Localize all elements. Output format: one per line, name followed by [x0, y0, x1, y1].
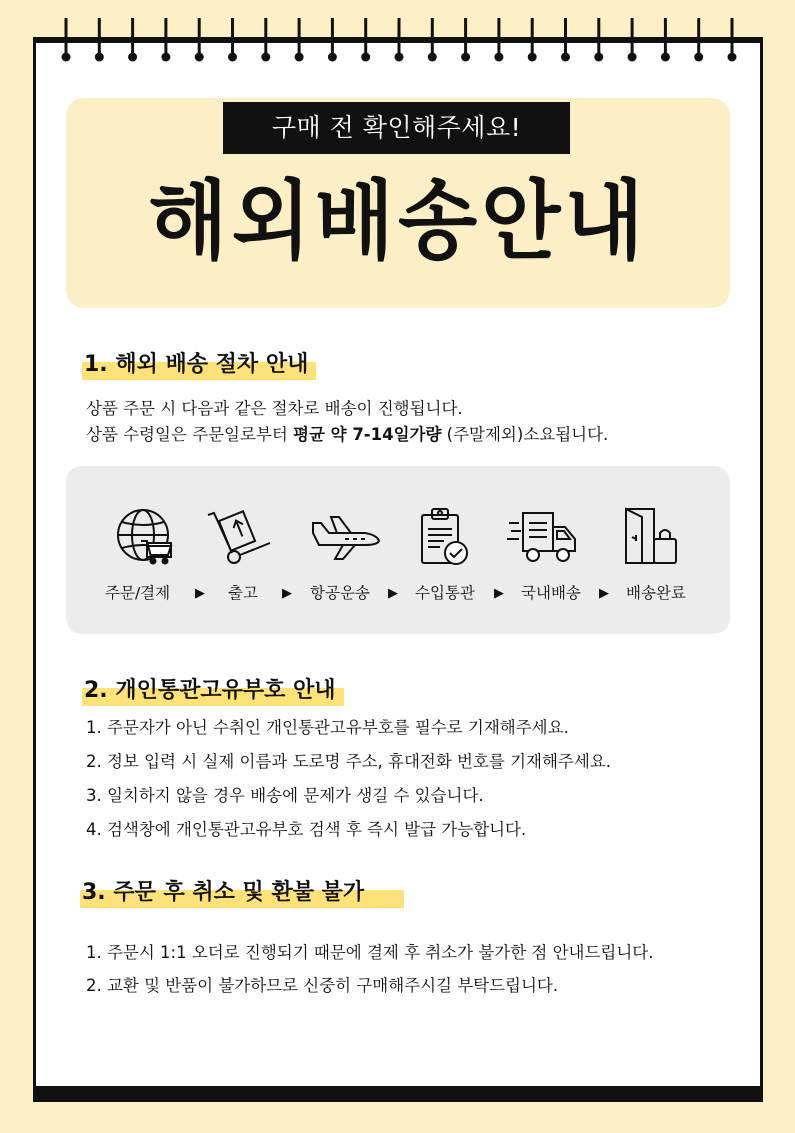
step-arrow: ▶	[494, 586, 504, 601]
delivery-truck-icon	[507, 505, 579, 567]
binding-hole	[328, 53, 337, 62]
step-label-customs: 수입통관	[415, 584, 475, 602]
binding-hole	[261, 53, 270, 62]
step-label-air: 항공운송	[310, 584, 370, 602]
section1-line1: 상품 주문 시 다음과 같은 절차로 배송이 진행됩니다.	[86, 399, 463, 418]
binding-hole	[195, 53, 204, 62]
step-label-order: 주문/결제	[105, 584, 171, 602]
binding-hole	[361, 53, 370, 62]
binding-hole	[428, 53, 437, 62]
binding-hole	[628, 53, 637, 62]
section2-item: 2. 정보 입력 시 실제 이름과 도로명 주소, 휴대전화 번호를 기재해주세요.	[86, 752, 611, 771]
step-arrow: ▶	[599, 586, 609, 601]
section1-title: 1. 해외 배송 절차 안내	[82, 350, 316, 380]
binding-hole	[395, 53, 404, 62]
section2-title: 2. 개인통관고유부호 안내	[82, 676, 344, 706]
hero-tag: 구매 전 확인해주세요!	[223, 102, 570, 154]
binding-hole	[728, 53, 737, 62]
step-label-complete: 배송완료	[626, 584, 686, 602]
clipboard-check-icon	[410, 505, 482, 567]
section2-item: 1. 주문자가 아닌 수취인 개인통관고유부호를 필수로 기재해주세요.	[86, 718, 569, 737]
binding-hole	[62, 53, 71, 62]
binding-hole	[95, 53, 104, 62]
binding-hole	[594, 53, 603, 62]
paper-bottom-edge	[33, 1086, 763, 1102]
step-label-domestic: 국내배송	[521, 584, 581, 602]
airplane-icon	[309, 505, 381, 567]
binding-hole	[661, 53, 670, 62]
binding-hole	[461, 53, 470, 62]
binding-hole	[528, 53, 537, 62]
section1-line2	[86, 422, 608, 448]
section2-item: 3. 일치하지 않을 경우 배송에 문제가 생길 수 있습니다.	[86, 786, 484, 805]
section2-item: 4. 검색창에 개인통관고유부호 검색 후 즉시 발급 가능합니다.	[86, 820, 527, 839]
line2-text: 상품 수령일은 주문일로부터	[86, 425, 294, 444]
binding-hole	[228, 53, 237, 62]
section3-item: 2. 교환 및 반품이 불가하므로 신중히 구매해주시길 부탁드립니다.	[86, 976, 559, 995]
hand-truck-icon	[204, 505, 276, 567]
door-bag-icon	[618, 505, 690, 567]
spiral-binding	[0, 0, 795, 70]
step-arrow: ▶	[282, 586, 292, 601]
step-arrow: ▶	[195, 586, 205, 601]
binding-hole	[295, 53, 304, 62]
binding-hole	[494, 53, 503, 62]
globe-cart-icon	[107, 505, 179, 567]
binding-hole	[161, 53, 170, 62]
line2-emphasis: 평균 약 7-14일가량	[293, 425, 442, 444]
hero-title: 해외배송안내	[148, 171, 648, 272]
section3-item: 1. 주문시 1:1 오더로 진행되기 때문에 결제 후 취소가 불가한 점 안내드립니다.	[86, 943, 654, 962]
step-label-release: 출고	[228, 584, 258, 602]
step-arrow: ▶	[388, 586, 398, 601]
binding-hole	[128, 53, 137, 62]
line2-suffix: (주말제외)소요됩니다.	[441, 425, 609, 444]
section3-title: 3. 주문 후 취소 및 환불 불가	[80, 878, 404, 908]
binding-hole	[561, 53, 570, 62]
binding-hole	[694, 53, 703, 62]
